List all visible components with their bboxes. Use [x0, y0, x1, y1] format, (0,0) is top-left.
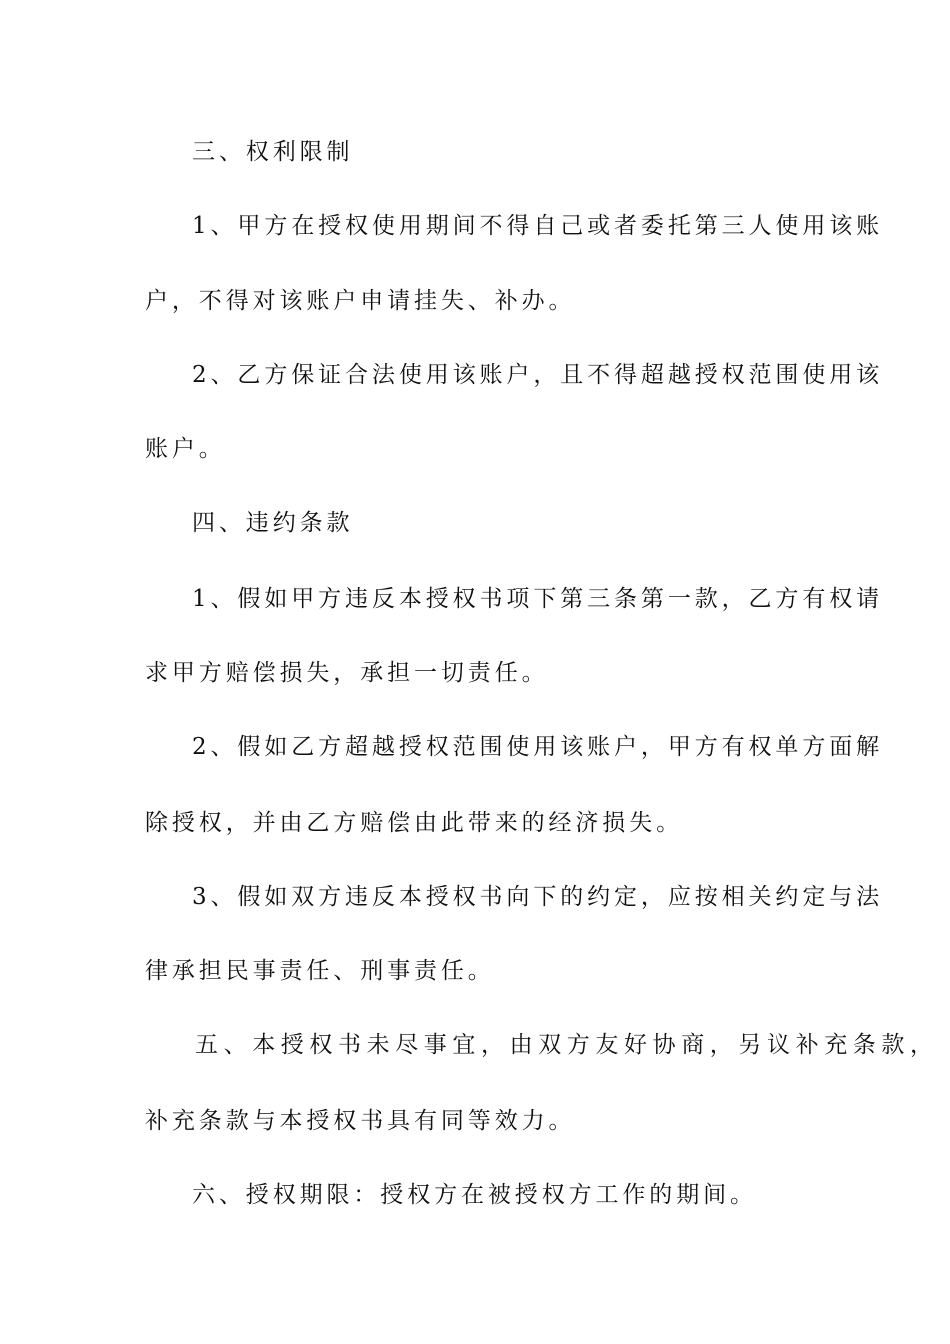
section-heading-rights-restriction: 三、权利限制 [192, 139, 354, 165]
paragraph-line: 3、假如双方违反本授权书向下的约定，应按相关约定与法 [192, 884, 884, 910]
paragraph-line: 2、乙方保证合法使用该账户，且不得超越授权范围使用该 [192, 362, 884, 388]
paragraph-line: 户，不得对该账户申请挂失、补办。 [145, 288, 576, 314]
section-heading-authorization-term: 六、授权期限：授权方在被授权方工作的期间。 [192, 1182, 757, 1208]
paragraph-line: 1、甲方在授权使用期间不得自己或者委托第三人使用该账 [192, 213, 884, 239]
paragraph-line: 1、假如甲方违反本授权书项下第三条第一款，乙方有权请 [192, 586, 884, 612]
paragraph-line: 除授权，并由乙方赔偿由此带来的经济损失。 [145, 810, 683, 836]
paragraph-line: 补充条款与本授权书具有同等效力。 [145, 1108, 576, 1134]
paragraph-line: 求甲方赔偿损失，承担一切责任。 [145, 660, 549, 686]
paragraph-line: 账户。 [145, 436, 226, 462]
paragraph-line: 2、假如乙方超越授权范围使用该账户，甲方有权单方面解 [192, 734, 884, 760]
paragraph-line: 律承担民事责任、刑事责任。 [145, 958, 495, 984]
section-heading-matters-not-covered: 五、本授权书未尽事宜，由双方友好协商，另议补充条款， [195, 1032, 939, 1058]
section-heading-breach-clause: 四、违约条款 [192, 510, 354, 536]
